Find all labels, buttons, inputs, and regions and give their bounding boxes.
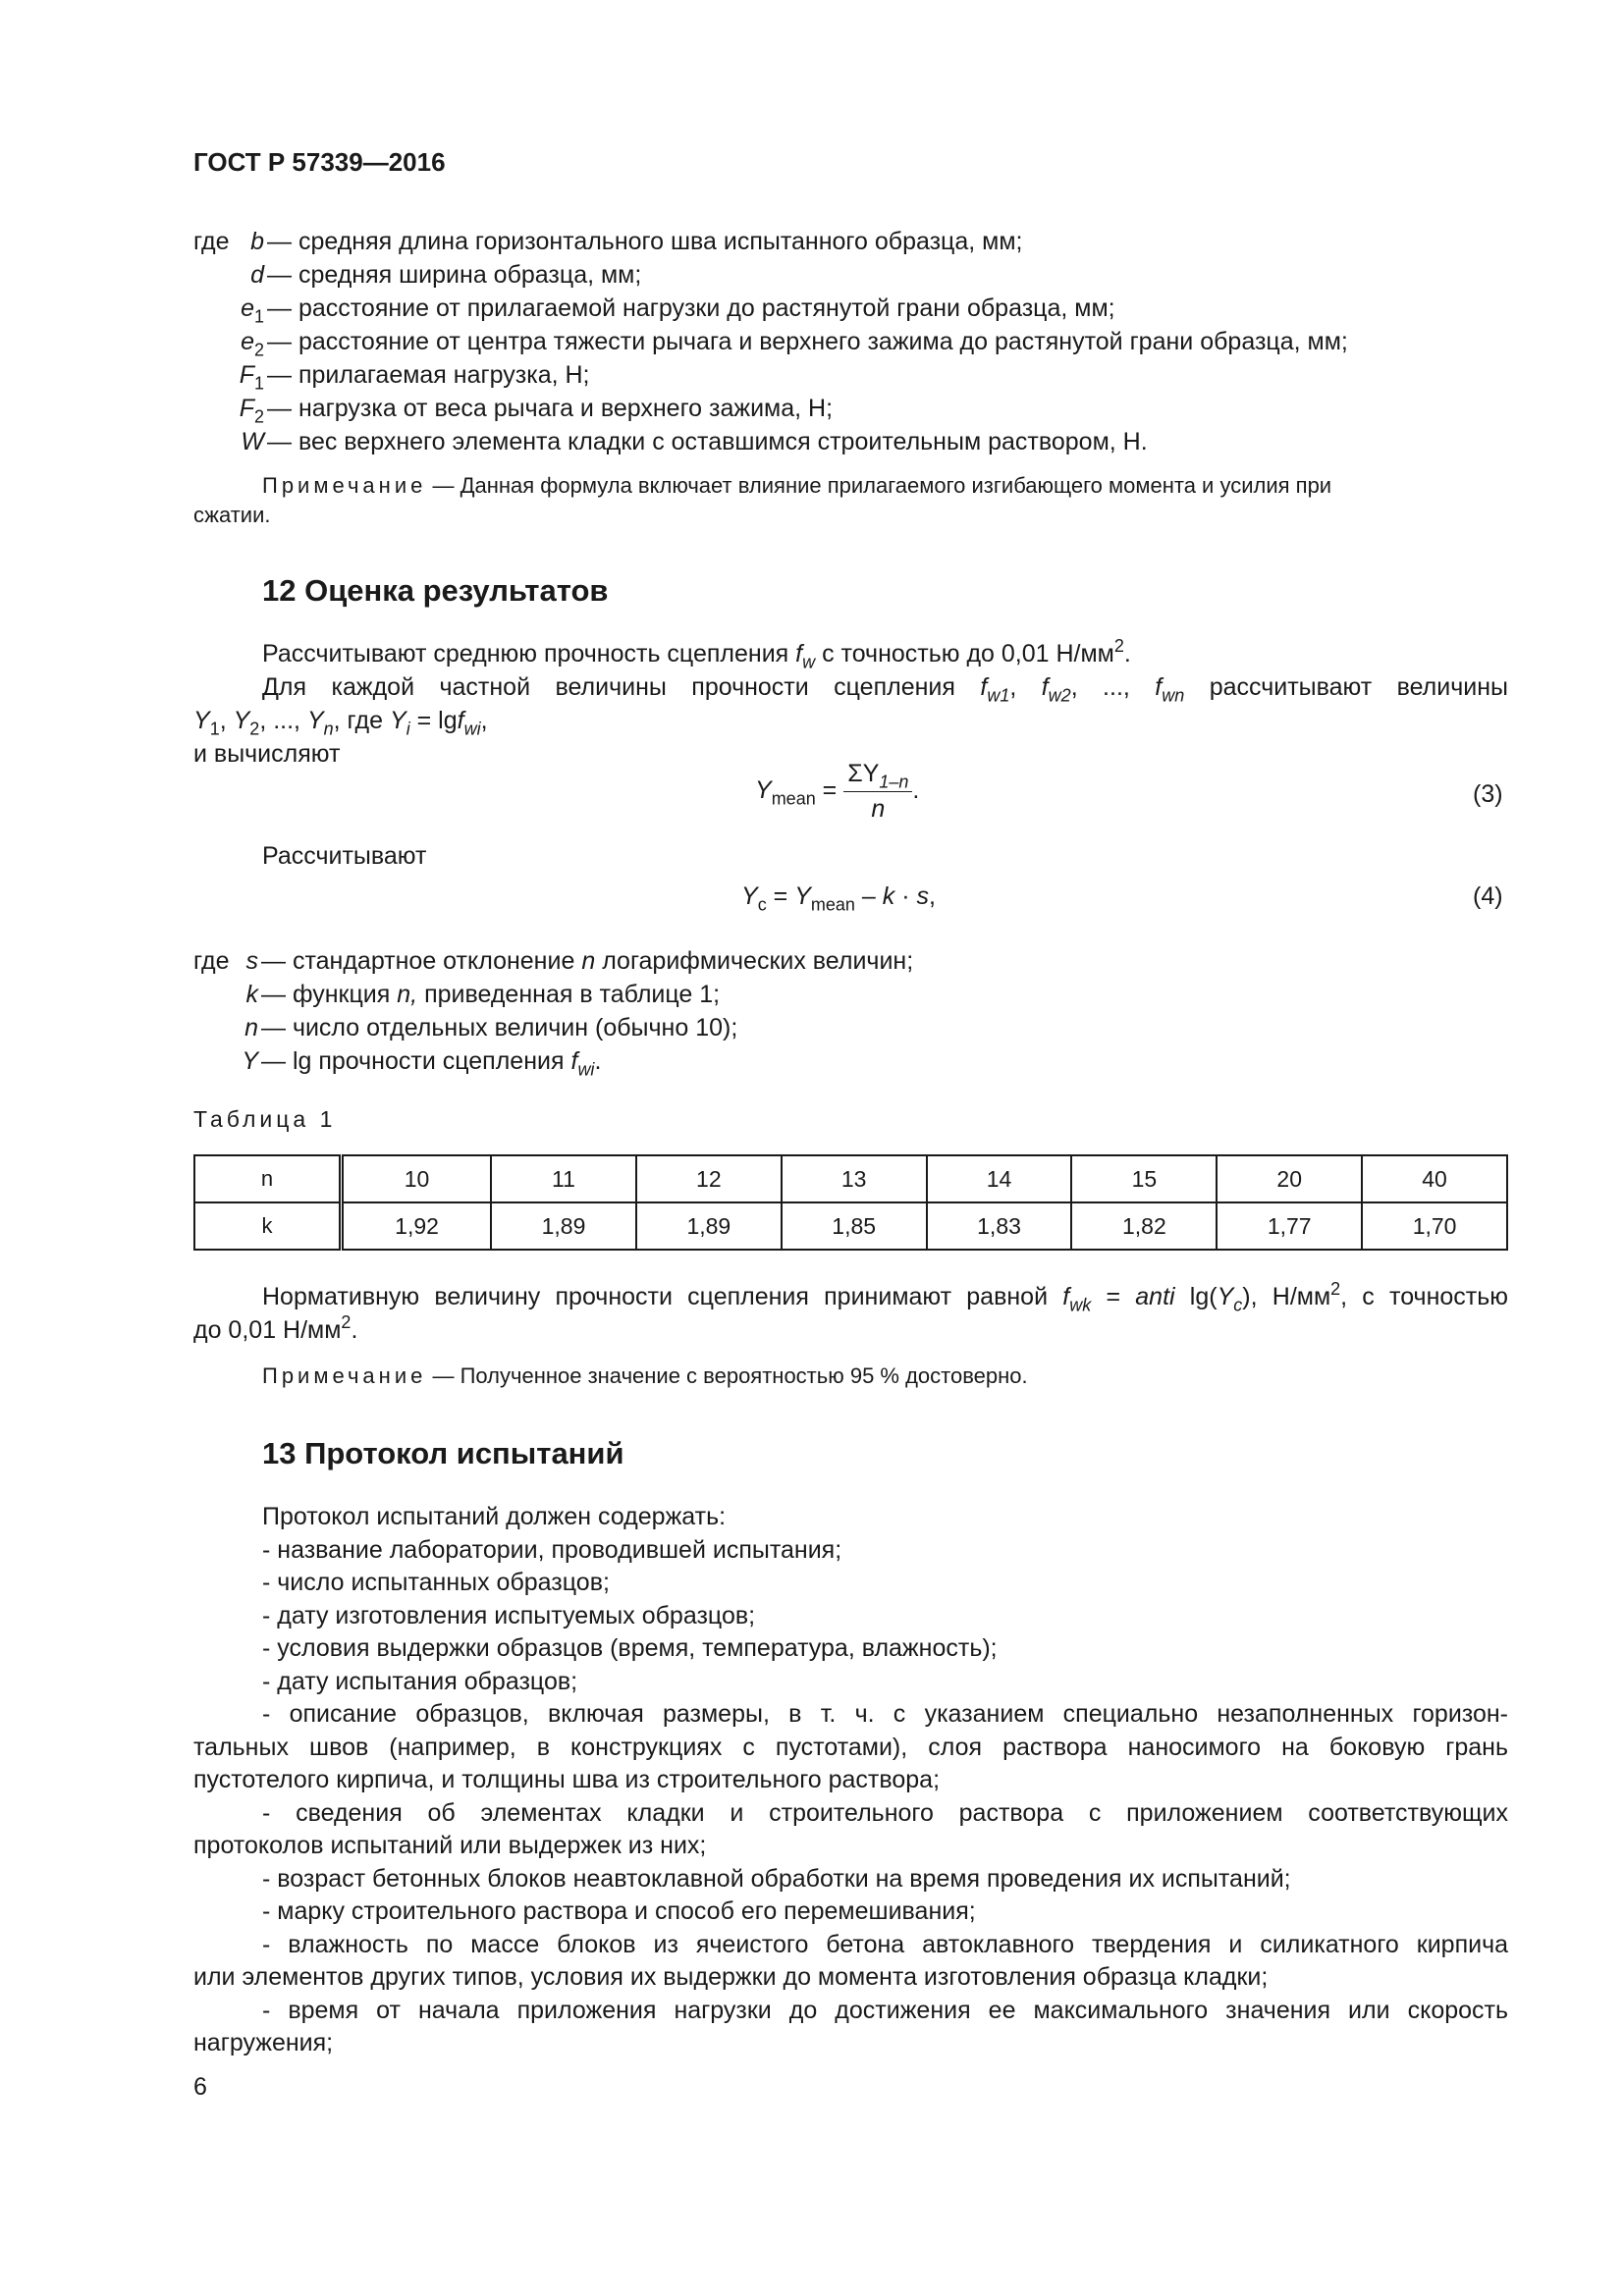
list-item-cont: тальных швов (например, в конструкциях с пустотами), слоя раствора наносимого на боковую грань [193,1734,1508,1761]
note-2 [262,1361,1028,1391]
table-cell: 12 [636,1155,782,1202]
note-label: Примечание [262,473,427,498]
definitions-intro: где [193,228,230,255]
table-1 [193,1154,1508,1251]
note-1-continuation: сжатии. [193,503,271,527]
def2-text-y: — lg прочности сцепления $f_{wi}$. [261,1047,602,1080]
formula-4: $Y_c = Y_{mean} - k \cdot s$, [741,882,936,915]
section-12-paragraph-3: и вычисляют [193,740,341,768]
table-cell: 11 [491,1155,636,1202]
table-cell: 14 [927,1155,1072,1202]
table-row-n [194,1155,1507,1202]
list-item: - дату испытания образцов; [262,1668,578,1695]
def-symbol-e2: $e_2$ [241,328,264,360]
note-1 [262,470,1508,501]
def-text-b: — средняя длина горизонтального шва испытанного образца, мм; [267,228,1023,255]
table-row-k [194,1202,1507,1250]
formula-4-number: (4) [1473,882,1503,910]
table-cell: 20 [1217,1155,1362,1202]
list-item: - условия выдержки образцов (время, температура, влажность); [262,1634,998,1662]
note-dash: — [432,473,455,498]
norm-paragraph-cont: до 0,01 $Н/мм^2$. [193,1312,358,1344]
list-item: - число испытанных образцов; [262,1569,610,1596]
norm-paragraph: Нормативную величину прочности сцепления принимают равной $f_{wk}$ = anti $\lg(Y_c)$, $Н/мм^2$, с точностью [262,1279,1509,1315]
page-number: 6 [193,2073,207,2101]
list-item: - марку строительного раствора и способ его перемешивания; [262,1897,976,1925]
def2-text-s: — стандартное отклонение n логарифмических величин; [261,947,914,975]
list-item-cont: нагружения; [193,2029,334,2056]
list-item: - название лаборатории, проводившей испытания; [262,1536,842,1564]
def-text-e2: — расстояние от центра тяжести рычага и верхнего зажима до растянутой грани образца, мм; [267,328,1348,355]
table-cell: 10 [342,1155,492,1202]
list-item-cont: пустотелого кирпича, и толщины шва из строительного раствора; [193,1766,941,1793]
def-text-d: — средняя ширина образца, мм; [267,261,642,289]
def2-text-n: — число отдельных величин (обычно 10); [261,1014,738,1041]
def-text-e1: — расстояние от прилагаемой нагрузки до растянутой грани образца, мм; [267,294,1115,322]
section-13-intro: Протокол испытаний должен содержать: [262,1503,727,1530]
list-item: - описание образцов, включая размеры, в т. ч. с указанием специально незаполненных горизон- [262,1700,1508,1728]
table-cell: 1,77 [1217,1202,1362,1250]
def-text-f1: — прилагаемая нагрузка, Н; [267,361,590,389]
list-item: - дату изготовления испытуемых образцов; [262,1602,756,1629]
note-text: Полученное значение с вероятностью 95 % достоверно. [460,1363,1028,1388]
table-cell: 15 [1071,1155,1217,1202]
formula-3: $Y_{mean}$ = $\frac{\Sigma Y_{1-n}}{n}$ . [755,758,919,826]
table-cell: 1,82 [1071,1202,1217,1250]
def2-text-k: — функция n, приведенная в таблице 1; [261,981,721,1008]
def2-symbol-s: s [245,947,258,975]
section-12-paragraph-2-cont: $Y_1$, $Y_2$, ..., $Y_n$, где $Y_i = \lg f_{wi}$, [193,707,488,739]
section-12-title: 12 Оценка результатов [262,573,609,608]
list-item: - сведения об элементах кладки и строительного раствора с приложением соответствующих [262,1799,1508,1827]
table-cell: 40 [1362,1155,1507,1202]
list-item: - возраст бетонных блоков неавтоклавной обработки на время проведения их испытаний; [262,1865,1291,1893]
def-symbol-f2: $F_2$ [239,395,264,427]
section-12-paragraph-1: Рассчитывают среднюю прочность сцепления $f_w$ с точностью до 0,01 $Н/мм^2$. [262,636,1131,672]
def-symbol-w: W [241,428,264,455]
table-cell: 13 [782,1155,927,1202]
def-symbol-f1: $F_1$ [239,361,264,394]
list-item: - время от начала приложения нагрузки до достижения ее максимального значения или скорость [262,1997,1508,2024]
table-cell: 1,92 [342,1202,492,1250]
formula-3-number: (3) [1473,780,1503,808]
table-cell: 1,89 [636,1202,782,1250]
def-text-w: — вес верхнего элемента кладки с оставшимся строительным раствором, Н. [267,428,1148,455]
table-row-header: n [194,1155,342,1202]
section-13-title: 13 Протокол испытаний [262,1436,624,1470]
def2-symbol-n: n [244,1014,258,1041]
def-symbol-e1: $e_1$ [241,294,264,327]
table-cell: 1,70 [1362,1202,1507,1250]
list-item: - влажность по массе блоков из ячеистого бетона автоклавного твердения и силикатного кирпича [262,1931,1508,1958]
list-item-cont: или элементов других типов, условия их выдержки до момента изготовления образца кладки; [193,1963,1269,1991]
def-symbol-b: b [250,228,264,255]
table-row-header: k [194,1202,342,1250]
table-cell: 1,89 [491,1202,636,1250]
document-header: ГОСТ Р 57339—2016 [193,147,446,177]
definitions-intro-2: где [193,947,230,975]
table-cell: 1,85 [782,1202,927,1250]
section-12-paragraph-2: Для каждой частной величины прочности сцепления $f_{w1}$, $f_{w2}$, ..., $f_{wn}$ рассчитывают величины [262,673,1508,706]
note-text: Данная формула включает влияние прилагаемого изгибающего момента и усилия при [460,473,1332,498]
note-dash: — [432,1363,455,1388]
list-item-cont: протоколов испытаний или выдержек из них; [193,1832,707,1859]
formula-3-fraction: $\frac{\Sigma Y_{1-n}}{n}$ [843,758,912,826]
def2-symbol-k: k [245,981,258,1008]
section-12-paragraph-4: Рассчитывают [262,842,427,870]
table-1-caption: Таблица 1 [193,1106,337,1132]
def-text-f2: — нагрузка от веса рычага и верхнего зажима, Н; [267,395,834,422]
def2-symbol-y: Y [242,1047,258,1075]
def-symbol-d: d [250,261,264,289]
table-cell: 1,83 [927,1202,1072,1250]
note-label: Примечание [262,1363,427,1388]
